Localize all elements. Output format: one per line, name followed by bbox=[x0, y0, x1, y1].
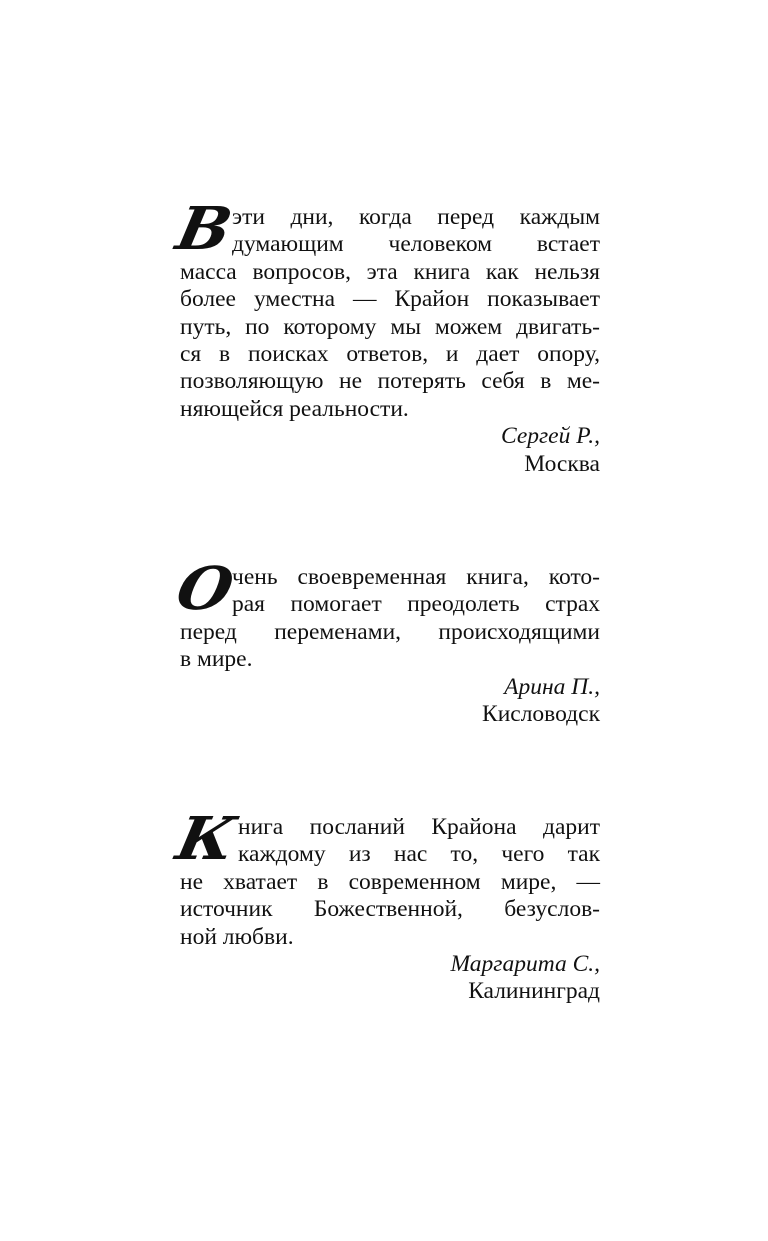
text-line: думающим человеком встает bbox=[232, 231, 600, 258]
text-line: рая помогает преодолеть страх bbox=[232, 591, 600, 618]
drop-cap: К bbox=[170, 803, 242, 874]
review-1 bbox=[170, 193, 600, 478]
text-line: более уместна — Крайон показывает bbox=[180, 286, 600, 313]
text-line: путь, по которому мы можем двигать- bbox=[180, 313, 600, 340]
text-line: перед переменами, происходящими bbox=[180, 618, 600, 645]
text-line: не хватает в современном мире, — bbox=[180, 868, 600, 895]
review-city: Кисловодск bbox=[482, 700, 600, 727]
text-line: источник Божественной, безуслов- bbox=[180, 896, 600, 923]
text-line: ной любви. bbox=[180, 923, 294, 950]
text-line: ся в поисках ответов, и дает опору, bbox=[180, 340, 600, 367]
text-line: каждому из нас то, чего так bbox=[238, 841, 600, 868]
text-line: в мире. bbox=[180, 646, 253, 673]
text-line: масса вопросов, эта книга как нельзя bbox=[180, 258, 600, 285]
review-author: Маргарита С., bbox=[450, 950, 600, 977]
review-3 bbox=[170, 803, 600, 1006]
review-city: Москва bbox=[524, 450, 600, 477]
drop-cap: О bbox=[170, 553, 240, 624]
text-line: няющейся реальности. bbox=[180, 395, 409, 422]
text-line: позволяющую не потерять себя в ме- bbox=[180, 368, 600, 395]
drop-cap: В bbox=[170, 193, 238, 264]
review-author: Арина П., bbox=[504, 673, 600, 700]
review-author: Сергей Р., bbox=[501, 423, 600, 450]
text-line: чень своевременная книга, кото- bbox=[232, 564, 600, 590]
text-line: эти дни, когда перед каждым bbox=[232, 204, 600, 230]
review-2 bbox=[170, 553, 600, 728]
review-city: Калининград bbox=[468, 978, 600, 1005]
text-line: нига посланий Крайона дарит bbox=[238, 814, 600, 840]
